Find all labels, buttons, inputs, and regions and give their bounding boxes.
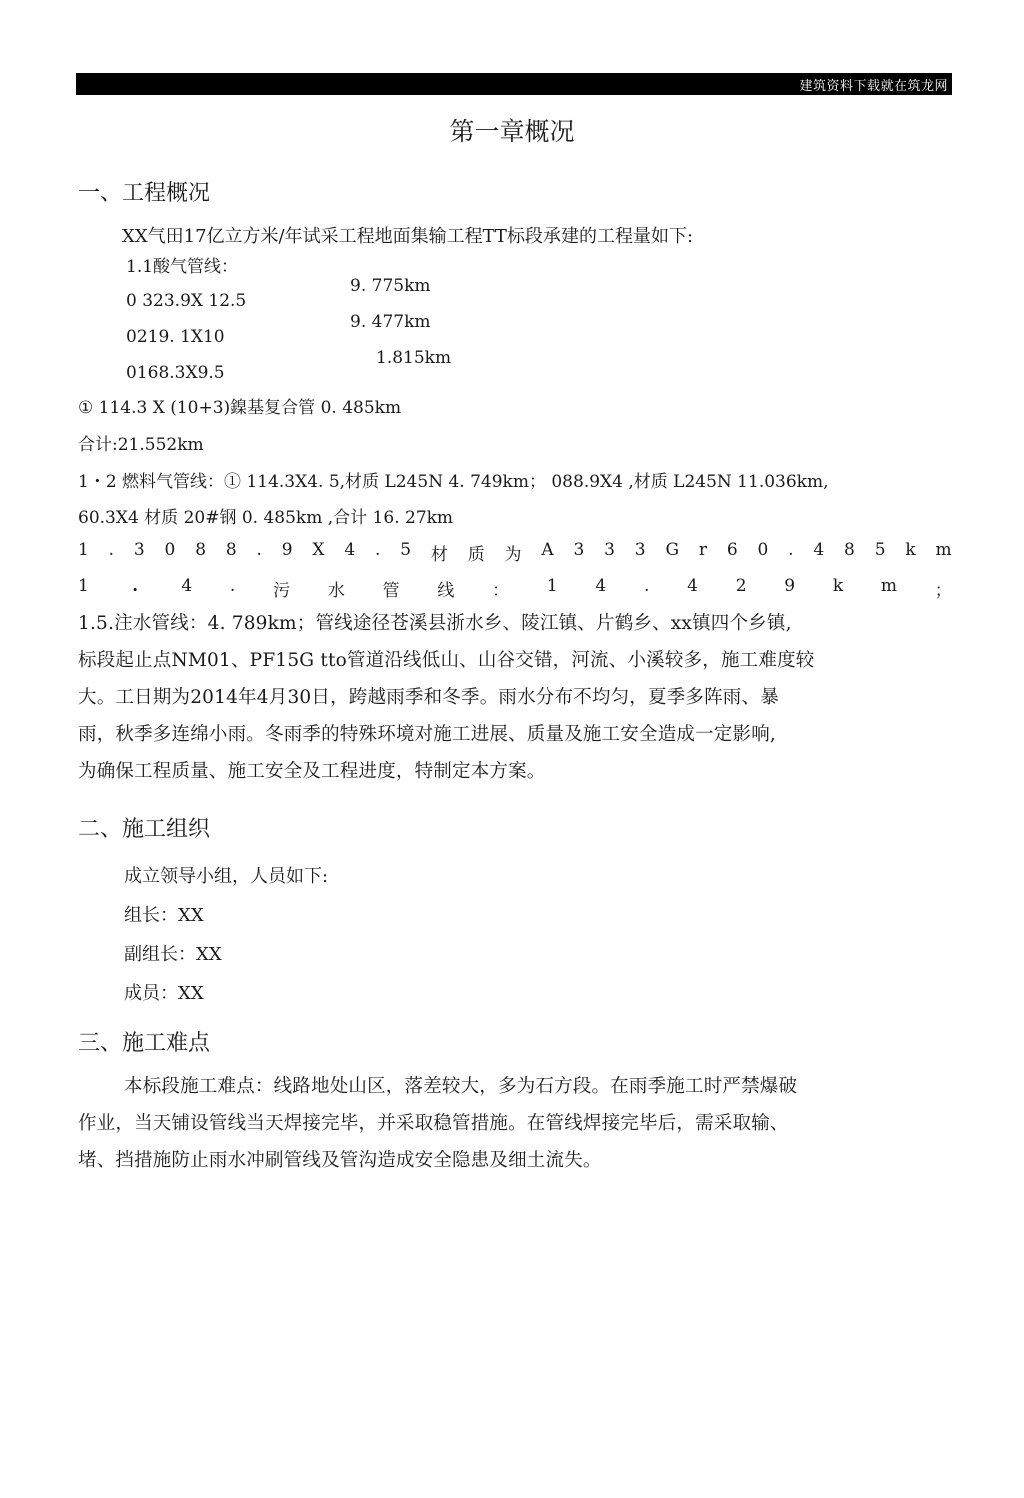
spread-char: 质 (467, 545, 485, 565)
paragraph-line: 雨，秋季多连绵小雨。冬雨季的特殊环境对施工进展、质量及施工安全造成一定影响, (78, 724, 776, 745)
paragraph-line: 堵、挡措施防止雨水冲刷管线及管沟造成安全隐患及细土流失。 (78, 1150, 602, 1171)
pipe-length: 9. 775km (350, 276, 431, 296)
overview-paragraph (78, 605, 958, 790)
spread-char: 线 (437, 581, 455, 601)
spread-char: A (541, 540, 554, 560)
header-bar (76, 73, 952, 95)
difficulties-paragraph (78, 1068, 958, 1179)
spread-char: 1 (546, 576, 558, 596)
spread-char: ； (934, 581, 952, 601)
spread-char: 材 (430, 545, 448, 565)
spread-char: G (665, 540, 680, 560)
spread-char: 4 (181, 576, 193, 596)
org-intro: 成立领导小组，人员如下: (124, 866, 329, 887)
header-banner: 建筑资料下载就在筑龙网 (799, 79, 948, 94)
spread-char: 3 (133, 540, 145, 560)
paragraph-line: 为确保工程质量、施工安全及工程进度，特制定本方案。 (78, 761, 546, 782)
item-1-4-line (78, 576, 952, 601)
spread-char: . (643, 576, 650, 596)
spread-char: 8 (844, 540, 855, 560)
spread-char: X (312, 540, 325, 560)
pipe-length: 9. 477km (350, 312, 431, 332)
org-members: 成员：XX (124, 983, 204, 1004)
spread-char: 8 (195, 540, 207, 560)
spread-char: 9 (281, 540, 293, 560)
spread-char: r (698, 540, 708, 560)
section-heading-organization: 二、施工组织 (78, 817, 211, 842)
paragraph-line: 本标段施工难点：线路地处山区，落差较大，多为石方段。在雨季施工时严禁爆破 (124, 1076, 798, 1097)
paragraph-line: 大。工日期为2014年4月30日，跨越雨季和冬季。雨水分布不均匀，夏季多阵雨、暴 (78, 687, 779, 708)
spread-char: 3 (573, 540, 585, 560)
spread-char: . (788, 540, 794, 560)
spread-char: k (905, 540, 916, 560)
spread-char: 水 (327, 581, 345, 601)
pipe-spec: 0168.3X9.5 (126, 363, 225, 383)
spread-char: . (375, 540, 381, 560)
org-deputy: 副组长：XX (124, 944, 222, 965)
page-title: 第一章概况 (449, 117, 575, 146)
spread-char: 3 (634, 540, 646, 560)
spread-char: ： (492, 581, 510, 601)
spread-char: 4 (687, 576, 698, 596)
spread-char: ・ (126, 581, 144, 601)
paragraph-line: 1.5.注水管线：4. 789km；管线途径苍溪县浙水乡、陵江镇、片鹤乡、xx镇四个乡镇, (78, 613, 792, 634)
spread-char: 4 (813, 540, 825, 560)
spread-char: 污 (273, 581, 291, 601)
spread-char: 0 (757, 540, 769, 560)
spread-char: 8 (225, 540, 237, 560)
spread-char: 1 (78, 540, 89, 560)
org-leader: 组长：XX (124, 905, 204, 926)
pipe-length: 1.815km (376, 348, 452, 368)
spread-char: m (880, 576, 898, 596)
pipe-spec: 0 323.9X 12.5 (126, 291, 247, 311)
spread-char: 管 (382, 581, 400, 601)
spread-char: 为 (504, 545, 522, 565)
spread-char: 6 (726, 540, 738, 560)
pipe-spec: 0219. 1X10 (126, 327, 225, 347)
total-length: 合计:21.552km (78, 435, 204, 455)
paragraph-line: 标段起止点NM01、PF15G tto管道沿线低山、山谷交错，河流、小溪较多，施工难度较 (78, 650, 815, 671)
spread-char: 2 (735, 576, 747, 596)
overview-intro: XX气田17亿立方米/年试采工程地面集输工程TT标段承建的工程量如下: (122, 226, 694, 247)
spread-char: 5 (400, 540, 412, 560)
spread-char: 0 (164, 540, 176, 560)
spread-char: 3 (604, 540, 615, 560)
composite-pipe: ① 114.3 X (10+3)鎳基复合管 0. 485km (78, 398, 402, 418)
spread-char: k (832, 576, 844, 596)
spread-char: . (229, 576, 236, 596)
item-1-3-line (78, 540, 952, 565)
spread-char: 4 (344, 540, 356, 560)
spread-char: 4 (595, 576, 607, 596)
paragraph-line: 作业，当天铺设管线当天焊接完毕，并采取稳管措施。在管线焊接完毕后，需采取输、 (78, 1113, 789, 1134)
spread-char: 5 (874, 540, 886, 560)
section-heading-difficulties: 三、施工难点 (78, 1031, 211, 1056)
spread-char: 9 (784, 576, 796, 596)
spread-char: 1 (78, 576, 89, 596)
spread-char: m (935, 540, 952, 560)
item-1-2-line-2: 60.3X4 材质 20#钢 0. 485km ,合计 16. 27km (78, 508, 454, 528)
item-1-1: 1.1酸气管线： (126, 257, 239, 277)
item-1-2-line-1: 1・2 燃料气管线：① 114.3X4. 5,材质 L245N 4. 749km； 088.9X4 ,材质 L245N 11.036km, (78, 472, 829, 492)
section-heading-overview: 一、工程概况 (78, 181, 211, 206)
spread-char: . (256, 540, 262, 560)
spread-char: . (108, 540, 115, 560)
